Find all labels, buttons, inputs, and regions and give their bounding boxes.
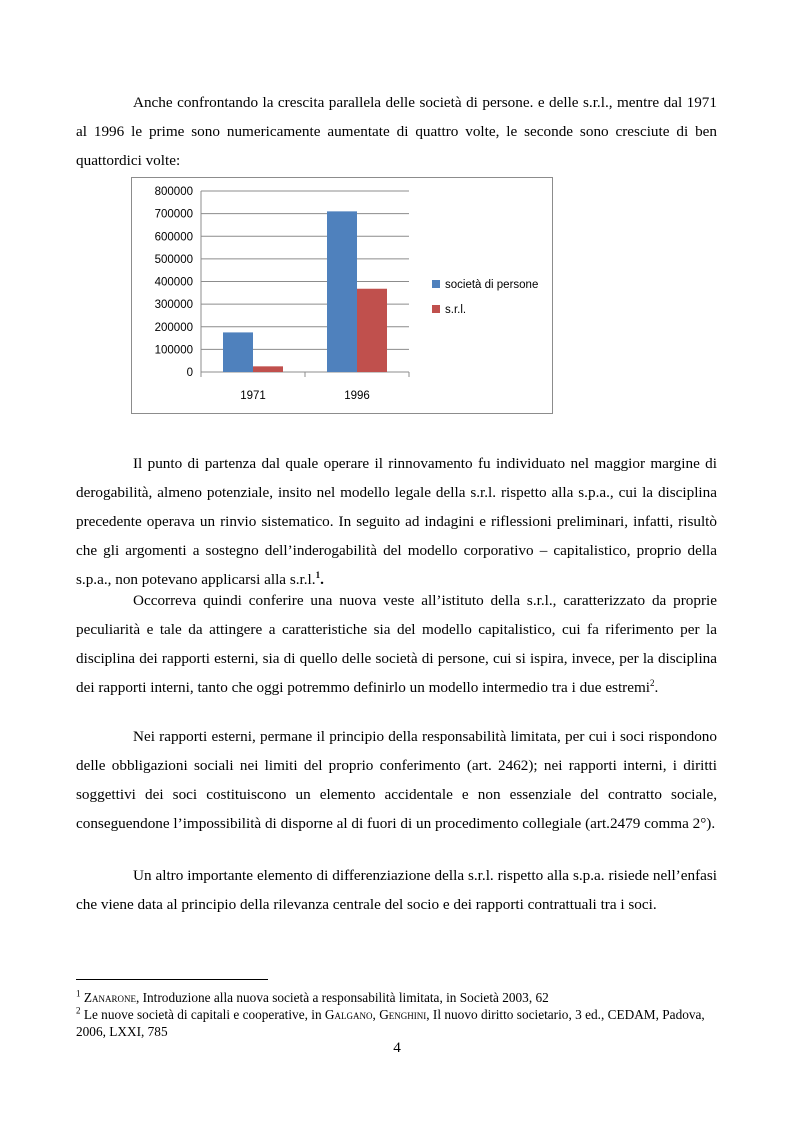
y-tick-label: 800000 (154, 186, 193, 198)
y-tick-label: 0 (186, 367, 193, 379)
paragraph-differentiation: Un altro importante elemento di differenziazione della s.r.l. rispetto alla s.p.a. risiede nell’enfasi che viene data al principio della rilevanza centrale del socio e dei rapporti contrattuali tra i soci. (76, 867, 717, 913)
footnote-ref-1[interactable]: 1 (315, 569, 321, 580)
footnote-2-pre: Le nuove società di capitali e cooperative, in (80, 1007, 325, 1022)
y-tick-label: 100000 (154, 344, 193, 357)
footnote-2-author-1: Galgano (324, 1007, 373, 1022)
footnote-1-number: 1 (76, 988, 81, 999)
y-tick-label: 500000 (154, 253, 193, 266)
y-tick-label: 400000 (154, 276, 193, 289)
footnote-2-number: 2 (76, 1005, 81, 1016)
footnote-1-text: , Introduzione alla nuova società a responsabilità limitata, in Società 2003, 62 (135, 990, 549, 1005)
footnote-2 (76, 1006, 717, 1040)
legend-swatch (432, 305, 440, 313)
paragraph-starting-point-text: Il punto di partenza dal quale operare il rinnovamento fu individuato nel maggior margine di derogabilità, almeno potenziale, insito nel modello legale della s.r.l. rispetto alla s.p.a., cui la disciplina precedente operava un rinvio sistematico. In seguito ad indagini e riflessioni preliminari, infatti, risultò che gli argomenti a sostegno dell’inderogabilità del modello corporativo – capitalistico, proprio della s.p.a., non potevano applicarsi alla s.r.l. (76, 455, 717, 588)
paragraph-external-relations: Nei rapporti esterni, permane il principio della responsabilità limitata, per cui i soci rispondono delle obbligazioni sociali nei limiti del proprio conferimento (art. 2462); nei rapporti interni, i diritti soggettivi dei soci costituiscono un elemento accidentale e non essenziale del contratto sociale, conseguendone l’impossibilità di disporne al di fuori di un procedimento collegiale (art.2479 comma 2°). (76, 728, 717, 832)
footnote-2-text: , Il nuovo diritto societario, 3 ed., CEDAM, Padova, 2006, LXXI, 785 (76, 1007, 705, 1039)
page-number: 4 (393, 1039, 401, 1056)
footnote-2-author-2: Genghini (379, 1007, 427, 1022)
y-tick-label: 700000 (154, 208, 193, 221)
bar-societa-di-persone-1971 (223, 332, 253, 372)
x-tick-label: 1971 (240, 390, 266, 402)
paragraph-new-guise (76, 586, 717, 702)
y-tick-label: 300000 (154, 299, 193, 312)
bar-srl-1996 (357, 289, 387, 372)
y-tick-label: 600000 (154, 231, 193, 244)
paragraph-new-guise-text: Occorreva quindi conferire una nuova veste all’istituto della s.r.l., caratterizzato da proprie peculiarità e tale da attingere a caratteristiche sia del modello capitalistico, cui fa riferimento per la disciplina dei rapporti esterni, sia di quello delle società di persone, cui si ispira, invece, per la disciplina dei rapporti interni, tanto che oggi potremmo definirlo un modello intermedio tra i due estremi (76, 592, 717, 696)
bar-societa-di-persone-1996 (327, 211, 357, 372)
bar-chart-svg (132, 178, 552, 413)
paragraph-growth-comparison: Anche confrontando la crescita parallela delle società di persone. e delle s.r.l., mentre dal 1971 al 1996 le prime sono numericamente aumentate di quattro volte, le seconde sono cresciute di ben quattordici volte: (76, 94, 717, 169)
y-tick-label: 200000 (154, 321, 193, 334)
legend-label: società di persone (445, 279, 539, 291)
legend-swatch (432, 280, 440, 288)
legend-label: s.r.l. (445, 304, 467, 316)
footnote-2-sep: , (372, 1007, 380, 1022)
paragraph-starting-point (76, 449, 717, 594)
bar-chart (131, 177, 553, 414)
footnote-1 (76, 989, 717, 1006)
footnote-ref-2[interactable]: 2 (650, 677, 655, 688)
x-tick-label: 1996 (344, 390, 370, 402)
bar-srl-1971 (253, 366, 283, 372)
paragraph-starting-point-end: . (320, 571, 324, 588)
paragraph-new-guise-end: . (654, 679, 659, 696)
footnote-1-author: Zanarone (83, 990, 136, 1005)
footnote-separator (76, 979, 268, 980)
